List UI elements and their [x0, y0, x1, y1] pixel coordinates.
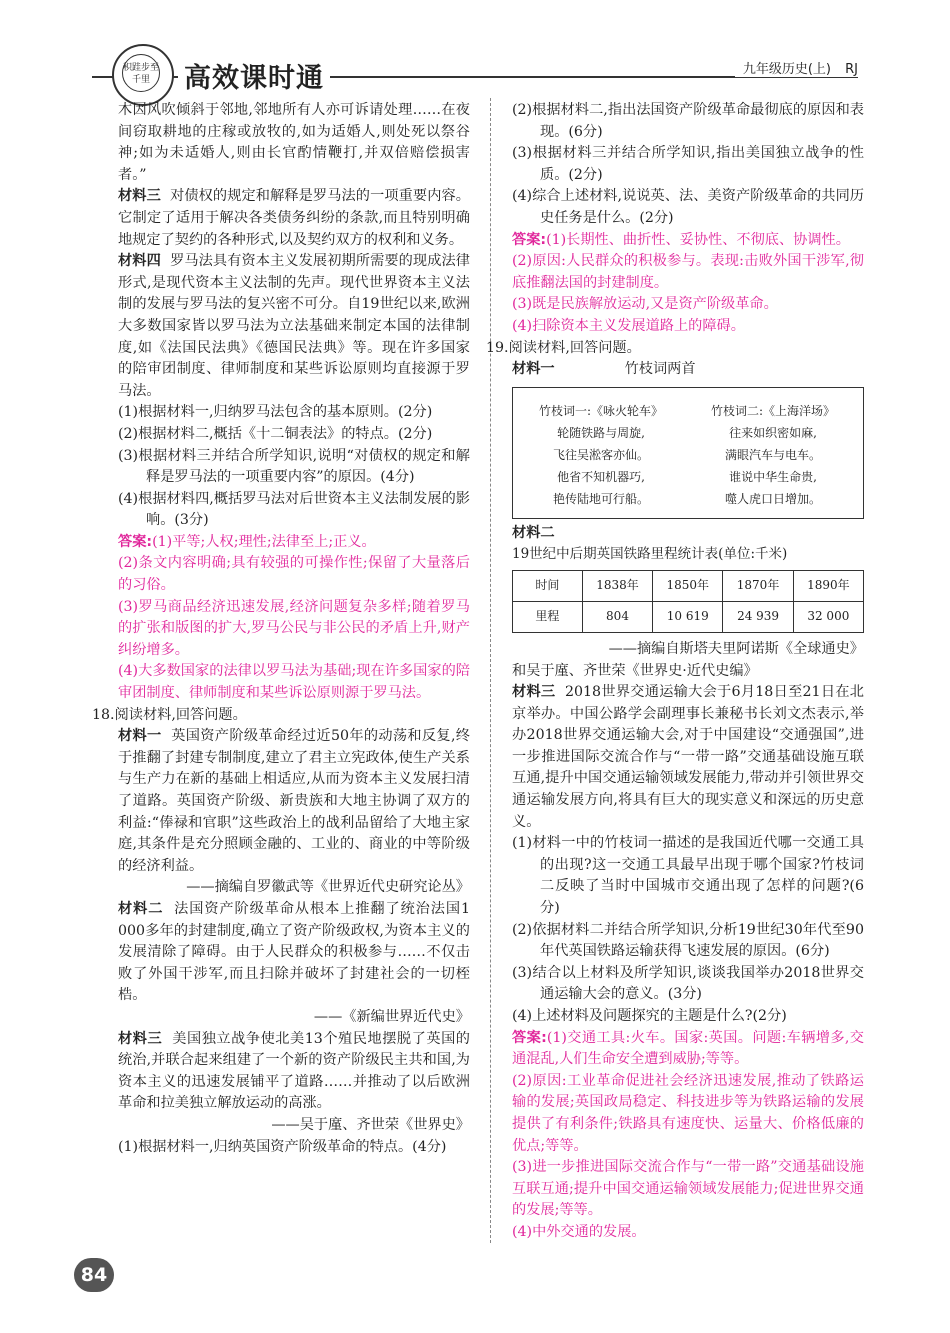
poem-one	[521, 400, 681, 510]
material-three-label: 材料三	[512, 684, 556, 701]
answer-item: (3)罗马商品经济迅速发展,经济问题复杂多样;随着罗马的扩张和版图的扩大,罗马公民与非公民的矛盾上升,财产纠纷增多。	[118, 598, 470, 658]
material-four-paragraph	[118, 251, 470, 402]
material-one-label: 材料一	[512, 361, 555, 378]
question-item: (1)根据材料一,归纳英国资产阶级革命的特点。(4分)	[118, 1138, 447, 1155]
question-item: (1)根据材料一,归纳罗马法包含的基本原则。(2分)	[118, 404, 433, 421]
poem-line: 满眼汽车与电车。	[724, 447, 821, 462]
q18-material-one	[118, 726, 470, 877]
question-item: (1)材料一中的竹枝词一描述的是我国近代哪一交通工具的出现?这一交通工具最早出现于哪个国家?竹枝词二反映了当时中国城市交通出现了怎样的问题?(6分)	[512, 835, 864, 917]
question-prompt: 阅读材料,回答问题。	[508, 339, 641, 356]
answer-item: (2)原因:工业革命促进社会经济迅速发展,推动了铁路运输的发展;英国政局稳定、科技进步等为铁路运输的发展提供了有利条件;铁路具有速度快、运量大、价格低廉的优点;等等。	[512, 1072, 864, 1154]
poem-line: 艳传陆地可行船。	[552, 491, 649, 506]
poem-two	[693, 400, 853, 510]
question-item: (4)根据材料四,概括罗马法对后世资本主义法制发展的影响。(3分)	[118, 490, 470, 529]
question-item: (3)根据材料三并结合所学知识,说明“对债权的规定和解释是罗马法的一项重要内容”的原因。(4分)	[118, 447, 470, 486]
subject-label	[735, 58, 858, 77]
q18-material-three	[118, 1029, 470, 1115]
answer-text: (1)长期性、曲折性、妥协性、不彻底、协调性。	[546, 231, 850, 248]
material-three-paragraph	[118, 186, 470, 251]
poem-line: 他省不知机器巧,	[557, 469, 645, 484]
poem-line: 轮随铁路与周旋,	[557, 425, 645, 440]
right-column	[486, 100, 864, 1244]
question-item: (4)上述材料及问题探究的主题是什么?(2分)	[512, 1008, 787, 1024]
question-prompt: 阅读材料,回答问题。	[114, 706, 247, 723]
page-number: 84	[74, 1258, 114, 1292]
poem-title: 竹枝词二:《上海洋场》	[710, 403, 836, 418]
source-citation: ——《新编世界近代史》	[313, 1008, 470, 1025]
answer-block	[118, 532, 470, 705]
answer-item: (2)条文内容明确;具有较强的可操作性;保留了大量落后的习俗。	[118, 555, 470, 594]
table-cell: 24 939	[723, 601, 793, 632]
table-cell: 804	[582, 601, 652, 632]
table-cell: 10 619	[653, 601, 723, 632]
poem-line: 飞往吴淞客亦仙。	[552, 447, 649, 462]
material-three-label: 材料三	[118, 188, 161, 205]
left-column	[92, 100, 470, 1158]
source-citation: ——吴于廑、齐世荣《世界史》	[271, 1116, 470, 1133]
table-cell: 32 000	[793, 601, 863, 632]
question-item: (2)根据材料二,指出法国资产阶级革命最彻底的原因和表现。(6分)	[512, 102, 864, 140]
continued-material-text: 木因风吹倾斜于邻地,邻地所有人亦可诉请处理……在夜间窃取耕地的庄稼或放牧的,如为适婚人,则处死以祭谷神;如为未适婚人,则由长官酌情鞭打,并双倍赔偿损害者。”	[118, 102, 470, 183]
poem-line: 谁说中华生命贵,	[729, 469, 817, 484]
poem-line: 噬人虎口日增加。	[724, 491, 821, 506]
question-19-heading	[486, 338, 864, 360]
question-item: (3)结合以上材料及所学知识,谈谈我国举办2018世界交通运输大会的意义。(3分)	[512, 964, 864, 1003]
source-citation-cont: 和吴于廑、齐世荣《世界史·近代史编》	[512, 662, 758, 679]
question-item: (4)综合上述材料,说说英、法、美资产阶级革命的共同历史任务是什么。(2分)	[512, 188, 864, 226]
question-18-heading	[92, 705, 470, 727]
material-two-label: 材料二	[118, 900, 164, 917]
subject-name: 九年级历史(上)	[742, 62, 831, 77]
edition-label: RJ	[845, 62, 858, 77]
poem-box	[512, 387, 864, 519]
material-three-text: 美国独立战争使北美13个殖民地摆脱了英国的统治,并联合起来组建了一个新的资产阶级民主共和国,为资本主义的迅速发展铺平了道路……并推动了以后欧洲革命和拉美独立解放运动的高涨。	[118, 1030, 470, 1112]
material-one-label: 材料一	[118, 728, 162, 745]
table-cell: 1870年	[723, 570, 793, 601]
poem-title: 竹枝词一:《咏火轮车》	[538, 403, 664, 418]
material-one-title: 竹枝词两首	[624, 361, 696, 378]
question-number: 18.	[92, 706, 115, 723]
material-three-text: 对债权的规定和解释是罗马法的一项重要内容。它制定了适用于解决各类债务纠纷的条款,而且特别明确地规定了契约的各种形式,以及契约双方的权利和义务。	[118, 188, 470, 248]
answer-item: (4)扫除资本主义发展道路上的障碍。	[512, 317, 745, 334]
question-item: (3)根据材料三并结合所学知识,指出美国独立战争的性质。(2分)	[512, 145, 864, 183]
q19-material-three	[512, 682, 864, 833]
poem-line: 往来如织密如麻,	[729, 425, 817, 440]
source-citation: ——摘编自罗徽武等《世界近代史研究论丛》	[186, 879, 470, 896]
railway-mileage-table	[512, 570, 864, 633]
answer-text: (1)交通工具:火车。国家:英国。问题:车辆增多,交通混乱,人们生命安全遭到威胁;等等。	[512, 1029, 864, 1068]
answer-item: (3)进一步推进国际交流合作与“一带一路”交通基础设施互联互通;提升中国交通运输领域发展能力;促进世界交通的发展;等等。	[512, 1159, 864, 1219]
brand-title: 高效课时通	[178, 56, 330, 95]
source-citation: ——摘编自斯塔夫里阿诺斯《全球通史》	[608, 640, 864, 657]
column-divider	[490, 98, 491, 1243]
answer-label: 答案:	[118, 533, 153, 550]
answer-item: (4)大多数国家的法律以罗马法为基础;现在许多国家的陪审团制度、律师制度和某些诉讼原则源于罗马法。	[118, 663, 470, 702]
q19-material-one-header	[512, 359, 864, 381]
answer-item	[118, 532, 470, 554]
table-row	[513, 601, 864, 632]
material-three-text: 2018世界交通运输大会于6月18日至21日在北京举办。中国公路学会副理事长兼秘书长刘文杰表示,举办2018世界交通运输大会,对于中国建设“交通强国”,进一步推进国际交流合作与“一带一路”交通基础设施互联互通,提升中国交通运输领域发展能力,带动并引领世界交通运输发展方向,将具有巨大的现实意义和深远的历史意义。	[512, 684, 864, 830]
table-cell: 1890年	[793, 570, 863, 601]
answer-block	[512, 230, 864, 338]
logo-text: 积跬步至千里	[122, 54, 160, 92]
alarm-clock-logo-icon	[112, 44, 174, 106]
material-four-label: 材料四	[118, 253, 161, 270]
material-two-label: 材料二	[512, 524, 555, 541]
answer-item: (3)既是民族解放运动,又是资产阶级革命。	[512, 296, 778, 313]
table-title: 19世纪中后期英国铁路里程统计表(单位:千米)	[512, 546, 788, 563]
answer-block	[512, 1028, 864, 1244]
table-cell: 时间	[513, 570, 583, 601]
table-cell: 里程	[513, 601, 583, 632]
question-number: 19.	[486, 339, 509, 356]
answer-item	[512, 1028, 864, 1071]
material-two-text: 法国资产阶级革命从根本上推翻了统治法国1 000多年的封建制度,确立了资产阶级政权,为资本主义的发展清除了障碍。由于人民群众的积极参与……不仅击败了外国干涉军,而且扫除并破坏了封建社会的一切桎梏。	[118, 900, 470, 1004]
q18-material-two	[118, 899, 470, 1007]
material-three-label: 材料三	[118, 1030, 163, 1047]
material-four-text: 罗马法具有资本主义发展初期所需要的现成法律形式,是现代资本主义法制的先声。现代世界资本主义法制的发展与罗马法的复兴密不可分。自19世纪以来,欧洲大多数国家皆以罗马法为立法基础来制定本国的法律制度,如《法国民法典》《德国民法典》等。现在许多国家的陪审团制度、律师制度和某些诉讼原则均直接源于罗马法。	[118, 253, 470, 399]
answer-item: (2)原因:人民群众的积极参与。表现:击败外国干涉军,彻底推翻法国的封建制度。	[512, 253, 864, 291]
question-item: (2)根据材料二,概括《十二铜表法》的特点。(2分)	[118, 425, 433, 442]
answer-item: (4)中外交通的发展。	[512, 1223, 646, 1240]
table-cell: 1850年	[653, 570, 723, 601]
table-cell: 1838年	[582, 570, 652, 601]
table-header-row	[513, 570, 864, 601]
question-item: (2)依据材料二并结合所学知识,分析19世纪30年代至90年代英国铁路运输获得飞速发展的原因。(6分)	[512, 921, 864, 960]
material-one-text: 英国资产阶级革命经过近50年的动荡和反复,终于推翻了封建专制制度,建立了君主立宪政体,使生产关系与生产力在新的基础上相适应,从而为资本主义发展扫清了道路。英国资产阶级、新贵族和大地主协调了双方的利益:“俸禄和官职”这些政治上的战利品留给了大地主家庭,其条件是充分照顾金融的、工业的、商业的中等阶级的经济利益。	[118, 728, 470, 874]
answer-label: 答案:	[512, 1029, 547, 1046]
answer-text: (1)平等;人权;理性;法律至上;正义。	[152, 533, 376, 550]
answer-item	[512, 230, 864, 252]
answer-label: 答案:	[512, 231, 547, 248]
